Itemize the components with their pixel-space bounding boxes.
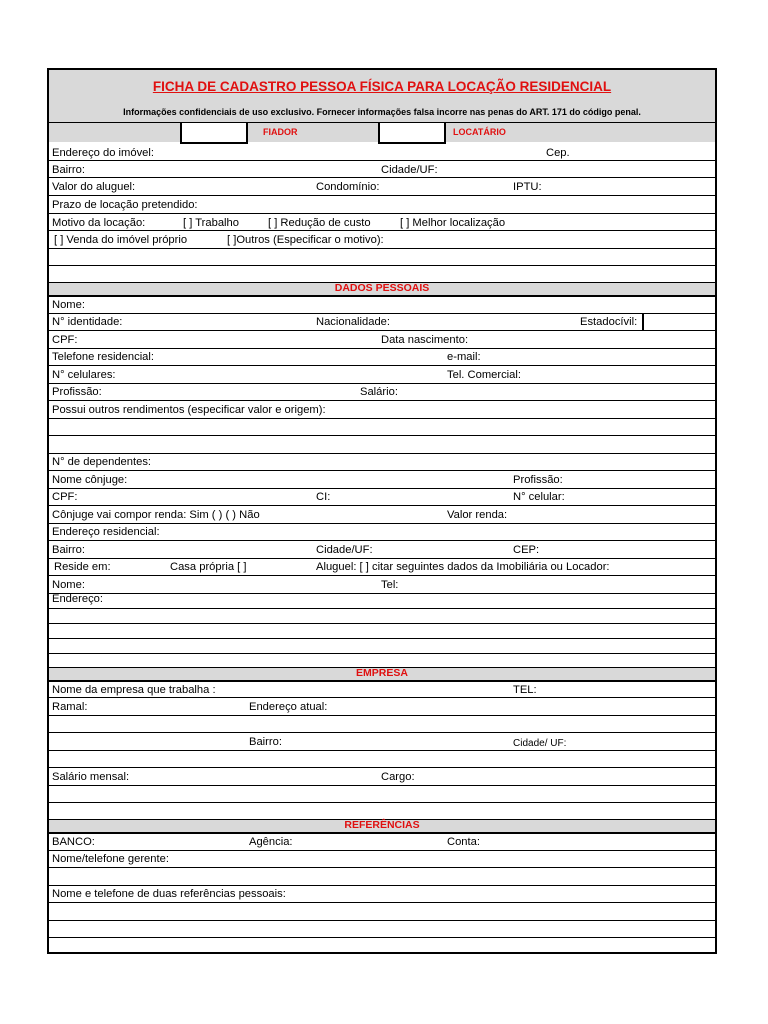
motivo-label: Motivo da locação: [52, 217, 146, 229]
locatario-label: LOCATÁRIO [453, 127, 506, 137]
profissao-field[interactable]: Profissão: [52, 386, 102, 398]
compor-renda-field[interactable]: Cônjuge vai compor renda: Sim ( ) ( ) Não [52, 509, 260, 521]
valor-aluguel-field[interactable]: Valor do aluguel: [52, 181, 136, 193]
aluguel-checkbox[interactable]: Aluguel: [ ] citar seguintes dados da Imobiliária ou Locador: [316, 561, 610, 573]
bairro-empresa-field[interactable]: Bairro: [249, 736, 282, 748]
cidade-imovel-field[interactable]: Cidade/UF: [381, 164, 438, 176]
salario-mensal-field[interactable]: Salário mensal: [52, 771, 130, 783]
bairro-imovel-field[interactable]: Bairro: [52, 164, 85, 176]
casa-propria-checkbox[interactable]: Casa própria [ ] [170, 561, 247, 573]
tel-comercial-field[interactable]: Tel. Comercial: [447, 369, 521, 381]
gerente-field[interactable]: Nome/telefone gerente: [52, 853, 169, 865]
bairro-residencial-field[interactable]: Bairro: [52, 544, 85, 556]
fiador-checkbox[interactable] [180, 123, 248, 144]
outros-rendimentos-field[interactable]: Possui outros rendimentos (especificar valor e origem): [52, 404, 326, 416]
locador-tel-field[interactable]: Tel: [381, 579, 399, 591]
cidade-residencial-field[interactable]: Cidade/UF: [316, 544, 373, 556]
locador-endereco-field[interactable]: Endereço: [52, 593, 103, 605]
locatario-checkbox[interactable] [378, 123, 446, 144]
iptu-field[interactable]: IPTU: [513, 181, 542, 193]
cargo-field[interactable]: Cargo: [381, 771, 415, 783]
telefone-residencial-field[interactable]: Telefone residencial: [52, 351, 154, 363]
section-empresa: EMPRESA [356, 667, 408, 679]
motivo-trabalho-checkbox[interactable]: [ ] Trabalho [183, 217, 239, 229]
profissao-conjuge-field[interactable]: Profissão: [513, 474, 563, 486]
estado-civil-field[interactable]: Estadocívil: [580, 316, 638, 328]
fiador-label: FIADOR [263, 127, 298, 137]
banco-field[interactable]: BANCO: [52, 836, 95, 848]
ci-conjuge-field[interactable]: CI: [316, 491, 331, 503]
nacionalidade-field[interactable]: Nacionalidade: [316, 316, 391, 328]
tel-empresa-field[interactable]: TEL: [513, 684, 537, 696]
nome-completo-field[interactable]: Nome: [52, 299, 85, 311]
locador-nome-field[interactable]: Nome: [52, 579, 85, 591]
email-field[interactable]: e-mail: [447, 351, 481, 363]
endereco-residencial-field[interactable]: Endereço residencial: [52, 526, 160, 538]
agencia-field[interactable]: Agência: [249, 836, 293, 848]
rental-registration-form [47, 68, 717, 954]
reside-em-label: Reside em: [54, 561, 111, 573]
conta-field[interactable]: Conta: [447, 836, 480, 848]
dependentes-field[interactable]: N° de dependentes: [52, 456, 152, 468]
motivo-outros-checkbox[interactable]: [ ]Outros (Especificar o motivo): [227, 234, 384, 246]
valor-renda-field[interactable]: Valor renda: [447, 509, 508, 521]
celulares-field[interactable]: N° celulares: [52, 369, 116, 381]
referencias-pessoais-field[interactable]: Nome e telefone de duas referências pessoais: [52, 888, 286, 900]
motivo-reducao-checkbox[interactable]: [ ] Redução de custo [268, 217, 371, 229]
cep-imovel-field[interactable]: Cep. [546, 147, 570, 159]
cpf-conjuge-field[interactable]: CPF: [52, 491, 78, 503]
data-nascimento-field[interactable]: Data nascimento: [381, 334, 469, 346]
ramal-field[interactable]: Ramal: [52, 701, 88, 713]
cep-residencial-field[interactable]: CEP: [513, 544, 540, 556]
nome-empresa-field[interactable]: Nome da empresa que trabalha : [52, 684, 216, 696]
form-title: FICHA DE CADASTRO PESSOA FÍSICA PARA LOCAÇÃO RESIDENCIAL [152, 79, 612, 94]
prazo-locacao-field[interactable]: Prazo de locação pretendido: [52, 199, 198, 211]
endereco-imovel-field[interactable]: Endereço do imóvel: [52, 147, 154, 159]
cpf-field[interactable]: CPF: [52, 334, 78, 346]
celular-conjuge-field[interactable]: N° celular: [513, 491, 565, 503]
identidade-field[interactable]: N° identidade: [52, 316, 123, 328]
cidade-empresa-field[interactable]: Cidade/ UF: [513, 738, 567, 749]
endereco-empresa-field[interactable]: Endereço atual: [249, 701, 328, 713]
nome-conjuge-field[interactable]: Nome cônjuge: [52, 474, 128, 486]
legal-notice: Informações confidenciais de uso exclusivo. Fornecer informações falsa incorre nas penas do ART. 171 do código penal. [123, 107, 641, 117]
section-dados-pessoais: DADOS PESSOAIS [334, 282, 430, 294]
salario-field[interactable]: Salário: [360, 386, 398, 398]
motivo-venda-checkbox[interactable]: [ ] Venda do imóvel próprio [54, 234, 188, 246]
motivo-localizacao-checkbox[interactable]: [ ] Melhor localização [400, 217, 506, 229]
section-referencias: REFERÊNCIAS [344, 819, 420, 831]
condominio-field[interactable]: Condomínio: [316, 181, 380, 193]
